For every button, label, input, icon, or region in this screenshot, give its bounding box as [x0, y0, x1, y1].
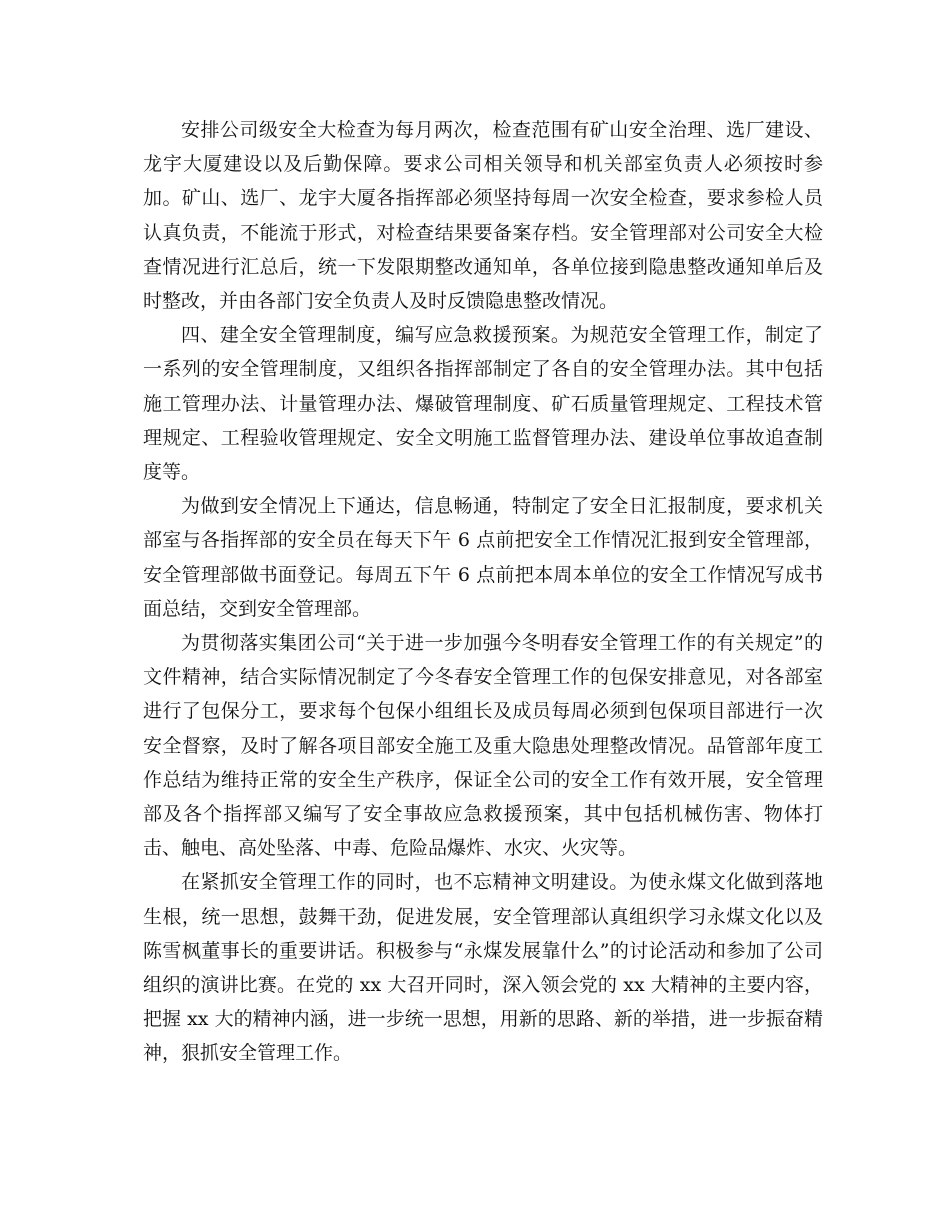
paragraph-daily-report: 为做到安全情况上下通达，信息畅通，特制定了安全日汇报制度，要求机关部室与各指挥部的安全员在每天下午 6 点前把安全工作情况汇报到安全管理部，安全管理部做书面登记。每周五下午 6 点前把本周本单位的安全工作情况写成书面总结，交到安全管理部。: [143, 495, 823, 620]
paragraph-culture-building: 在紧抓安全管理工作的同时，也不忘精神文明建设。为使永煤文化做到落地生根，统一思想，鼓舞干劲，促进发展，安全管理部认真组织学习永煤文化以及陈雪枫董事长的重要讲话。积极参与“永煤发展靠什么”的讨论活动和参加了公司组织的演讲比赛。在党的 xx 大召开同时，深入领会党的 xx 大精神的主要内容，把握 xx 大的精神内涵，进一步统一思想，用新的思路、新的举措，进一步振奋精神，狠抓安全管理工作。: [143, 871, 823, 1065]
paragraph-winter-spring-safety: 为贯彻落实集团公司“关于进一步加强今冬明春安全管理工作的有关规定”的文件精神，结合实际情况制定了今冬春安全管理工作的包保安排意见，对各部室进行了包保分工，要求每个包保小组组长及成员每周必须到包保项目部进行一次安全督察，及时了解各项目部安全施工及重大隐患处理整改情况。品管部年度工作总结为维持正常的安全生产秩序，保证全公司的安全工作有效开展，安全管理部及各个指挥部又编写了安全事故应急救援预案，其中包括机械伤害、物体打击、触电、高处坠落、中毒、危险品爆炸、水灾、火灾等。: [143, 632, 823, 860]
paragraph-management-system: 四、建全安全管理制度，编写应急救援预案。为规范安全管理工作，制定了一系列的安全管理制度，又组织各指挥部制定了各自的安全管理办法。其中包括施工管理办法、计量管理办法、爆破管理制度、矿石质量管理规定、工程技术管理规定、工程验收管理规定、安全文明施工监督管理办法、建设单位事故追查制度等。: [143, 324, 823, 484]
paragraph-inspection: 安排公司级安全大检查为每月两次，检查范围有矿山安全治理、选厂建设、龙宇大厦建设以及后勤保障。要求公司相关领导和机关部室负责人必须按时参加。矿山、选厂、龙宇大厦各指挥部必须坚持每周一次安全检查，要求参检人员认真负责，不能流于形式，对检查结果要备案存档。安全管理部对公司安全大检查情况进行汇总后，统一下发限期整改通知单，各单位接到隐患整改通知单后及时整改，并由各部门安全负责人及时反馈隐患整改情况。: [143, 119, 823, 313]
document-page: [143, 113, 823, 1071]
